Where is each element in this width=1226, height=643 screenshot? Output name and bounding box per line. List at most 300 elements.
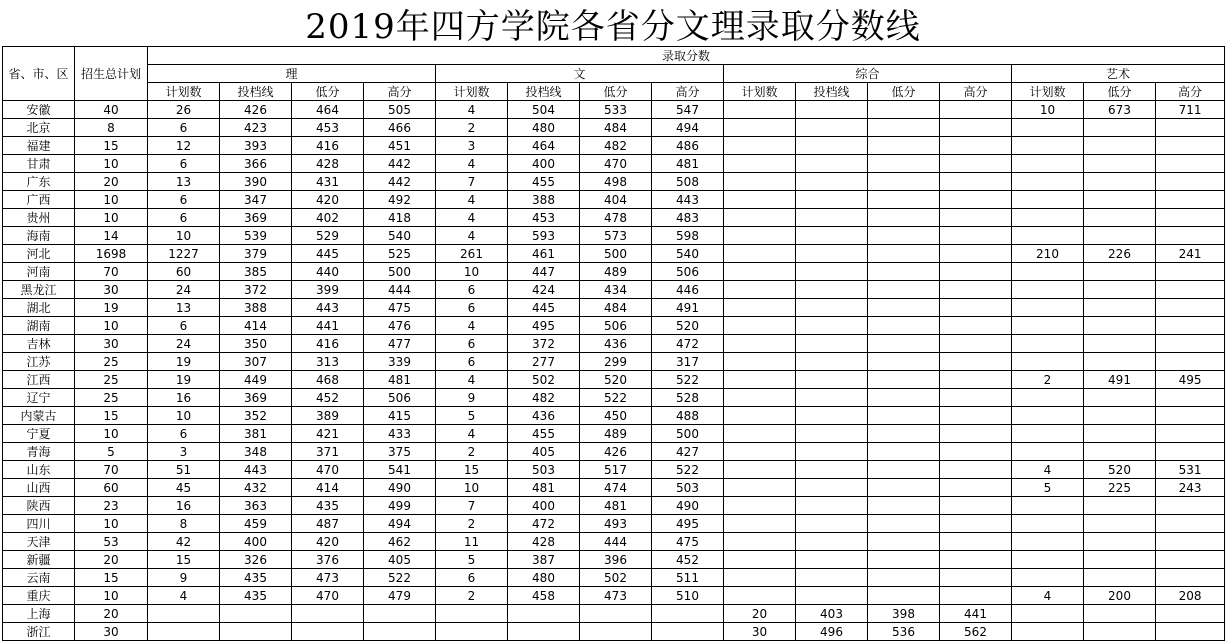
table-cell[interactable]: 14 <box>75 227 148 245</box>
table-cell[interactable]: 10 <box>436 479 508 497</box>
table-cell[interactable]: 480 <box>508 569 580 587</box>
table-cell[interactable]: 30 <box>75 281 148 299</box>
table-cell[interactable]: 6 <box>436 281 508 299</box>
table-cell[interactable]: 435 <box>292 497 364 515</box>
table-cell[interactable]: 210 <box>1012 245 1084 263</box>
table-cell[interactable]: 436 <box>580 335 652 353</box>
table-cell[interactable] <box>724 479 796 497</box>
table-cell[interactable] <box>868 533 940 551</box>
table-cell[interactable]: 427 <box>652 443 724 461</box>
table-cell[interactable]: 452 <box>652 551 724 569</box>
table-cell[interactable]: 416 <box>292 335 364 353</box>
province-cell[interactable]: 山西 <box>3 479 75 497</box>
table-cell[interactable]: 60 <box>75 479 148 497</box>
table-cell[interactable] <box>868 173 940 191</box>
province-cell[interactable]: 海南 <box>3 227 75 245</box>
table-cell[interactable] <box>1084 425 1156 443</box>
table-cell[interactable]: 7 <box>436 173 508 191</box>
table-cell[interactable]: 472 <box>652 335 724 353</box>
table-cell[interactable] <box>724 101 796 119</box>
table-cell[interactable]: 531 <box>1156 461 1225 479</box>
table-cell[interactable] <box>940 209 1012 227</box>
table-cell[interactable] <box>1012 443 1084 461</box>
table-cell[interactable]: 475 <box>364 299 436 317</box>
table-cell[interactable]: 475 <box>652 533 724 551</box>
table-cell[interactable] <box>1084 551 1156 569</box>
table-cell[interactable] <box>1156 281 1225 299</box>
table-cell[interactable] <box>796 119 868 137</box>
table-cell[interactable]: 520 <box>580 371 652 389</box>
table-cell[interactable] <box>796 425 868 443</box>
table-cell[interactable]: 443 <box>652 191 724 209</box>
table-cell[interactable]: 435 <box>220 569 292 587</box>
table-cell[interactable] <box>796 551 868 569</box>
table-cell[interactable]: 489 <box>580 425 652 443</box>
province-cell[interactable]: 安徽 <box>3 101 75 119</box>
table-cell[interactable]: 506 <box>652 263 724 281</box>
table-cell[interactable] <box>1084 353 1156 371</box>
table-cell[interactable]: 379 <box>220 245 292 263</box>
table-cell[interactable] <box>580 623 652 641</box>
table-cell[interactable]: 445 <box>508 299 580 317</box>
table-cell[interactable]: 16 <box>148 497 220 515</box>
table-cell[interactable]: 393 <box>220 137 292 155</box>
table-cell[interactable]: 6 <box>148 425 220 443</box>
table-cell[interactable] <box>796 371 868 389</box>
province-cell[interactable]: 重庆 <box>3 587 75 605</box>
table-cell[interactable]: 416 <box>292 137 364 155</box>
table-cell[interactable] <box>1084 407 1156 425</box>
table-cell[interactable]: 500 <box>364 263 436 281</box>
table-cell[interactable] <box>940 227 1012 245</box>
table-cell[interactable] <box>724 533 796 551</box>
table-cell[interactable]: 461 <box>508 245 580 263</box>
table-cell[interactable]: 2 <box>436 443 508 461</box>
table-cell[interactable] <box>868 443 940 461</box>
table-cell[interactable]: 541 <box>364 461 436 479</box>
table-cell[interactable] <box>1156 605 1225 623</box>
table-cell[interactable]: 536 <box>868 623 940 641</box>
table-cell[interactable]: 390 <box>220 173 292 191</box>
table-cell[interactable] <box>1012 497 1084 515</box>
table-cell[interactable] <box>940 407 1012 425</box>
table-cell[interactable] <box>364 623 436 641</box>
table-cell[interactable]: 443 <box>220 461 292 479</box>
table-cell[interactable] <box>940 569 1012 587</box>
table-cell[interactable] <box>724 461 796 479</box>
table-cell[interactable]: 540 <box>652 245 724 263</box>
table-cell[interactable]: 452 <box>292 389 364 407</box>
table-cell[interactable] <box>868 209 940 227</box>
table-cell[interactable]: 369 <box>220 209 292 227</box>
table-cell[interactable] <box>868 263 940 281</box>
table-cell[interactable] <box>796 209 868 227</box>
table-cell[interactable]: 2 <box>436 587 508 605</box>
table-cell[interactable] <box>940 551 1012 569</box>
table-cell[interactable] <box>868 191 940 209</box>
table-cell[interactable]: 470 <box>580 155 652 173</box>
table-cell[interactable]: 4 <box>436 155 508 173</box>
province-cell[interactable]: 青海 <box>3 443 75 461</box>
table-cell[interactable]: 474 <box>580 479 652 497</box>
table-cell[interactable]: 299 <box>580 353 652 371</box>
table-cell[interactable]: 447 <box>508 263 580 281</box>
table-cell[interactable]: 10 <box>75 191 148 209</box>
table-cell[interactable]: 502 <box>580 569 652 587</box>
table-cell[interactable]: 494 <box>652 119 724 137</box>
table-cell[interactable] <box>1012 299 1084 317</box>
table-cell[interactable] <box>1156 173 1225 191</box>
table-cell[interactable] <box>508 605 580 623</box>
table-cell[interactable]: 3 <box>148 443 220 461</box>
table-cell[interactable]: 307 <box>220 353 292 371</box>
table-cell[interactable]: 472 <box>508 515 580 533</box>
table-cell[interactable]: 1227 <box>148 245 220 263</box>
table-cell[interactable] <box>796 137 868 155</box>
table-cell[interactable]: 6 <box>148 119 220 137</box>
table-cell[interactable]: 449 <box>220 371 292 389</box>
table-cell[interactable]: 10 <box>75 209 148 227</box>
table-cell[interactable] <box>1084 497 1156 515</box>
table-cell[interactable] <box>1084 155 1156 173</box>
table-cell[interactable] <box>1012 281 1084 299</box>
table-cell[interactable] <box>292 623 364 641</box>
table-cell[interactable]: 10 <box>75 155 148 173</box>
table-cell[interactable]: 400 <box>220 533 292 551</box>
table-cell[interactable]: 470 <box>292 587 364 605</box>
table-cell[interactable]: 503 <box>652 479 724 497</box>
table-cell[interactable]: 2 <box>436 119 508 137</box>
table-cell[interactable] <box>940 533 1012 551</box>
table-cell[interactable]: 25 <box>75 353 148 371</box>
table-cell[interactable]: 492 <box>364 191 436 209</box>
table-cell[interactable]: 313 <box>292 353 364 371</box>
table-cell[interactable]: 520 <box>652 317 724 335</box>
table-cell[interactable]: 20 <box>75 551 148 569</box>
table-cell[interactable]: 10 <box>75 317 148 335</box>
table-cell[interactable]: 30 <box>75 623 148 641</box>
table-cell[interactable] <box>724 389 796 407</box>
table-cell[interactable] <box>1084 443 1156 461</box>
table-cell[interactable]: 2 <box>436 515 508 533</box>
table-cell[interactable] <box>1156 335 1225 353</box>
table-cell[interactable] <box>796 173 868 191</box>
table-cell[interactable]: 455 <box>508 173 580 191</box>
table-cell[interactable] <box>1084 137 1156 155</box>
table-cell[interactable]: 15 <box>436 461 508 479</box>
table-cell[interactable] <box>1012 137 1084 155</box>
table-cell[interactable] <box>868 299 940 317</box>
table-cell[interactable] <box>724 551 796 569</box>
table-cell[interactable]: 9 <box>148 569 220 587</box>
table-cell[interactable]: 6 <box>148 209 220 227</box>
table-cell[interactable] <box>508 623 580 641</box>
table-cell[interactable] <box>724 173 796 191</box>
table-cell[interactable] <box>940 263 1012 281</box>
province-cell[interactable]: 四川 <box>3 515 75 533</box>
table-cell[interactable] <box>868 461 940 479</box>
table-cell[interactable] <box>796 335 868 353</box>
table-cell[interactable]: 4 <box>1012 587 1084 605</box>
table-cell[interactable]: 4 <box>436 317 508 335</box>
table-cell[interactable]: 418 <box>364 209 436 227</box>
table-cell[interactable] <box>868 569 940 587</box>
table-cell[interactable]: 277 <box>508 353 580 371</box>
table-cell[interactable] <box>580 605 652 623</box>
table-cell[interactable] <box>1084 515 1156 533</box>
table-cell[interactable] <box>868 479 940 497</box>
table-cell[interactable]: 440 <box>292 263 364 281</box>
table-cell[interactable] <box>1156 389 1225 407</box>
table-cell[interactable]: 511 <box>652 569 724 587</box>
table-cell[interactable] <box>796 569 868 587</box>
province-cell[interactable]: 河南 <box>3 263 75 281</box>
table-cell[interactable] <box>724 371 796 389</box>
table-cell[interactable]: 26 <box>148 101 220 119</box>
table-cell[interactable] <box>724 587 796 605</box>
table-cell[interactable] <box>868 335 940 353</box>
table-cell[interactable]: 402 <box>292 209 364 227</box>
table-cell[interactable] <box>1012 317 1084 335</box>
table-cell[interactable] <box>796 191 868 209</box>
table-cell[interactable] <box>1012 335 1084 353</box>
table-cell[interactable]: 464 <box>292 101 364 119</box>
table-cell[interactable]: 10 <box>148 407 220 425</box>
table-cell[interactable]: 455 <box>508 425 580 443</box>
table-cell[interactable]: 381 <box>220 425 292 443</box>
table-cell[interactable]: 51 <box>148 461 220 479</box>
table-cell[interactable] <box>1156 533 1225 551</box>
table-cell[interactable]: 432 <box>220 479 292 497</box>
table-cell[interactable]: 500 <box>580 245 652 263</box>
table-cell[interactable] <box>724 281 796 299</box>
table-cell[interactable]: 421 <box>292 425 364 443</box>
table-cell[interactable] <box>1012 623 1084 641</box>
table-cell[interactable] <box>724 335 796 353</box>
table-cell[interactable] <box>940 461 1012 479</box>
table-cell[interactable] <box>868 353 940 371</box>
table-cell[interactable]: 25 <box>75 389 148 407</box>
table-cell[interactable] <box>796 353 868 371</box>
table-cell[interactable]: 20 <box>75 605 148 623</box>
table-cell[interactable] <box>940 479 1012 497</box>
table-cell[interactable] <box>868 551 940 569</box>
table-cell[interactable]: 547 <box>652 101 724 119</box>
table-cell[interactable]: 522 <box>580 389 652 407</box>
table-cell[interactable]: 4 <box>436 425 508 443</box>
table-cell[interactable]: 711 <box>1156 101 1225 119</box>
table-cell[interactable]: 8 <box>75 119 148 137</box>
table-cell[interactable]: 405 <box>364 551 436 569</box>
table-cell[interactable]: 400 <box>508 155 580 173</box>
table-cell[interactable]: 226 <box>1084 245 1156 263</box>
table-cell[interactable]: 388 <box>220 299 292 317</box>
table-cell[interactable]: 539 <box>220 227 292 245</box>
table-cell[interactable]: 505 <box>364 101 436 119</box>
table-cell[interactable] <box>1156 137 1225 155</box>
table-cell[interactable]: 404 <box>580 191 652 209</box>
table-cell[interactable] <box>724 353 796 371</box>
table-cell[interactable]: 42 <box>148 533 220 551</box>
table-cell[interactable] <box>724 137 796 155</box>
table-cell[interactable]: 434 <box>580 281 652 299</box>
table-cell[interactable] <box>796 227 868 245</box>
table-cell[interactable]: 495 <box>1156 371 1225 389</box>
table-cell[interactable]: 487 <box>292 515 364 533</box>
table-cell[interactable]: 424 <box>508 281 580 299</box>
table-cell[interactable]: 13 <box>148 299 220 317</box>
table-cell[interactable] <box>796 263 868 281</box>
table-cell[interactable]: 387 <box>508 551 580 569</box>
table-cell[interactable]: 40 <box>75 101 148 119</box>
table-cell[interactable] <box>868 137 940 155</box>
table-cell[interactable] <box>1156 407 1225 425</box>
table-cell[interactable] <box>724 155 796 173</box>
table-cell[interactable] <box>940 299 1012 317</box>
table-cell[interactable]: 20 <box>75 173 148 191</box>
table-cell[interactable] <box>940 137 1012 155</box>
table-cell[interactable]: 7 <box>436 497 508 515</box>
table-cell[interactable]: 495 <box>652 515 724 533</box>
table-cell[interactable]: 451 <box>364 137 436 155</box>
table-cell[interactable]: 326 <box>220 551 292 569</box>
table-cell[interactable]: 450 <box>580 407 652 425</box>
table-cell[interactable] <box>724 245 796 263</box>
table-cell[interactable]: 19 <box>148 371 220 389</box>
table-cell[interactable] <box>1156 119 1225 137</box>
table-cell[interactable] <box>1156 515 1225 533</box>
table-cell[interactable]: 520 <box>1084 461 1156 479</box>
table-cell[interactable]: 494 <box>364 515 436 533</box>
table-cell[interactable] <box>940 353 1012 371</box>
table-cell[interactable]: 405 <box>508 443 580 461</box>
table-cell[interactable]: 562 <box>940 623 1012 641</box>
table-cell[interactable] <box>1156 443 1225 461</box>
table-cell[interactable] <box>868 389 940 407</box>
table-cell[interactable] <box>220 605 292 623</box>
table-cell[interactable]: 593 <box>508 227 580 245</box>
table-cell[interactable]: 9 <box>436 389 508 407</box>
province-cell[interactable]: 辽宁 <box>3 389 75 407</box>
table-cell[interactable]: 442 <box>364 155 436 173</box>
province-cell[interactable]: 吉林 <box>3 335 75 353</box>
table-cell[interactable]: 490 <box>652 497 724 515</box>
table-cell[interactable]: 476 <box>364 317 436 335</box>
table-cell[interactable] <box>1012 263 1084 281</box>
table-cell[interactable]: 517 <box>580 461 652 479</box>
province-cell[interactable]: 湖北 <box>3 299 75 317</box>
table-cell[interactable]: 20 <box>724 605 796 623</box>
table-cell[interactable] <box>724 407 796 425</box>
table-cell[interactable]: 70 <box>75 461 148 479</box>
table-cell[interactable]: 468 <box>292 371 364 389</box>
table-cell[interactable] <box>436 623 508 641</box>
table-cell[interactable]: 45 <box>148 479 220 497</box>
province-cell[interactable]: 新疆 <box>3 551 75 569</box>
table-cell[interactable]: 479 <box>364 587 436 605</box>
table-cell[interactable] <box>796 497 868 515</box>
table-cell[interactable]: 4 <box>148 587 220 605</box>
table-cell[interactable] <box>1012 353 1084 371</box>
table-cell[interactable]: 496 <box>796 623 868 641</box>
table-cell[interactable]: 5 <box>1012 479 1084 497</box>
table-cell[interactable]: 423 <box>220 119 292 137</box>
table-cell[interactable]: 477 <box>364 335 436 353</box>
table-cell[interactable] <box>940 101 1012 119</box>
table-cell[interactable] <box>1156 425 1225 443</box>
table-cell[interactable]: 481 <box>580 497 652 515</box>
table-cell[interactable]: 466 <box>364 119 436 137</box>
table-cell[interactable] <box>868 119 940 137</box>
table-cell[interactable]: 4 <box>436 209 508 227</box>
table-cell[interactable]: 464 <box>508 137 580 155</box>
table-cell[interactable]: 533 <box>580 101 652 119</box>
table-cell[interactable]: 30 <box>75 335 148 353</box>
table-cell[interactable]: 15 <box>75 137 148 155</box>
table-cell[interactable] <box>1012 551 1084 569</box>
table-cell[interactable]: 502 <box>508 371 580 389</box>
table-cell[interactable] <box>796 515 868 533</box>
table-cell[interactable] <box>1084 119 1156 137</box>
table-cell[interactable]: 208 <box>1156 587 1225 605</box>
table-cell[interactable] <box>1084 533 1156 551</box>
province-cell[interactable]: 北京 <box>3 119 75 137</box>
table-cell[interactable]: 426 <box>580 443 652 461</box>
table-cell[interactable] <box>796 389 868 407</box>
table-cell[interactable] <box>796 299 868 317</box>
table-cell[interactable] <box>1084 623 1156 641</box>
table-cell[interactable]: 317 <box>652 353 724 371</box>
table-cell[interactable] <box>724 497 796 515</box>
table-cell[interactable]: 352 <box>220 407 292 425</box>
table-cell[interactable] <box>1156 209 1225 227</box>
table-cell[interactable]: 10 <box>75 587 148 605</box>
table-cell[interactable] <box>724 119 796 137</box>
table-cell[interactable]: 225 <box>1084 479 1156 497</box>
table-cell[interactable] <box>1012 119 1084 137</box>
table-cell[interactable]: 433 <box>364 425 436 443</box>
table-cell[interactable]: 4 <box>1012 461 1084 479</box>
table-cell[interactable] <box>868 101 940 119</box>
table-cell[interactable]: 446 <box>652 281 724 299</box>
table-cell[interactable]: 490 <box>364 479 436 497</box>
table-cell[interactable]: 6 <box>436 569 508 587</box>
table-cell[interactable] <box>868 155 940 173</box>
table-cell[interactable] <box>868 425 940 443</box>
table-cell[interactable] <box>940 119 1012 137</box>
table-cell[interactable] <box>1084 389 1156 407</box>
table-cell[interactable]: 506 <box>580 317 652 335</box>
table-cell[interactable]: 241 <box>1156 245 1225 263</box>
table-cell[interactable] <box>724 263 796 281</box>
table-cell[interactable] <box>1012 569 1084 587</box>
table-cell[interactable]: 428 <box>292 155 364 173</box>
table-cell[interactable] <box>940 191 1012 209</box>
table-cell[interactable]: 8 <box>148 515 220 533</box>
table-cell[interactable] <box>796 443 868 461</box>
table-cell[interactable]: 5 <box>436 551 508 569</box>
table-cell[interactable]: 420 <box>292 191 364 209</box>
table-cell[interactable]: 6 <box>436 299 508 317</box>
table-cell[interactable] <box>940 371 1012 389</box>
table-cell[interactable]: 484 <box>580 299 652 317</box>
table-cell[interactable]: 443 <box>292 299 364 317</box>
table-cell[interactable]: 444 <box>580 533 652 551</box>
table-cell[interactable]: 4 <box>436 101 508 119</box>
table-cell[interactable]: 403 <box>796 605 868 623</box>
table-cell[interactable] <box>724 227 796 245</box>
table-cell[interactable]: 261 <box>436 245 508 263</box>
